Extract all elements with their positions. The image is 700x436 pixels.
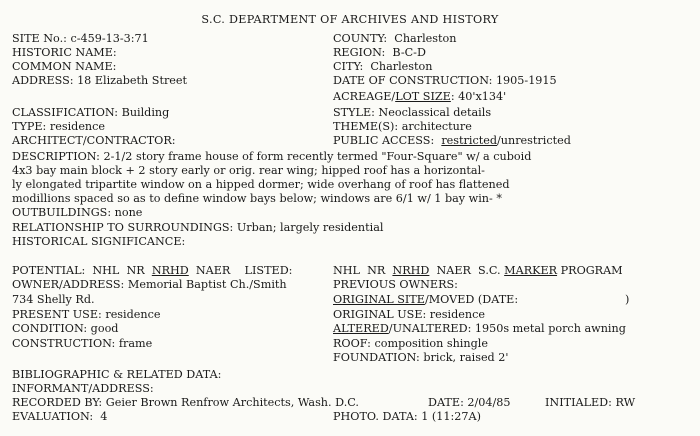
lot-size-label: LOT SIZE: [395, 90, 451, 103]
record-date: DATE: 2/04/85: [428, 396, 511, 409]
description-line-3: ly elongated tripartite window on a hipped dormer; wide overhang of roof has flattened: [12, 178, 510, 191]
description-line-4: modillions spaced so as to define window bays below; windows are 6/1 w/ 1 bay win- *: [12, 192, 502, 205]
region: REGION: B-C-D: [333, 46, 426, 59]
date-of-construction: DATE OF CONSTRUCTION: 1905-1915: [333, 74, 557, 87]
lot-size-value: : 40'x134': [450, 90, 507, 103]
altered-unaltered: [333, 322, 626, 337]
common-name: COMMON NAME:: [12, 60, 117, 73]
listed: [333, 264, 623, 279]
classification: CLASSIFICATION: Building: [12, 106, 170, 119]
public-access-prefix: PUBLIC ACCESS:: [333, 134, 442, 147]
bibliographic-data: BIBLIOGRAPHIC & RELATED DATA:: [12, 368, 222, 381]
page-title: S.C. DEPARTMENT OF ARCHIVES AND HISTORY: [201, 13, 499, 26]
owner-street: 734 Shelly Rd.: [12, 293, 95, 306]
style: STYLE: Neoclassical details: [333, 106, 492, 119]
outbuildings: OUTBUILDINGS: none: [12, 206, 143, 219]
original-site-label: ORIGINAL SITE: [333, 293, 425, 306]
architect-contractor: ARCHITECT/CONTRACTOR:: [12, 134, 176, 147]
acreage-prefix: ACREAGE/: [333, 90, 396, 103]
listed-nrhd: NRHD: [392, 264, 430, 277]
historic-name: HISTORIC NAME:: [12, 46, 117, 59]
moved-label: /MOVED (DATE:: [424, 293, 519, 306]
initialed: INITIALED: RW: [545, 396, 636, 409]
unaltered-label: /UNALTERED: 1950s metal porch awning: [388, 322, 626, 335]
potential-prefix: POTENTIAL: NHL NR: [12, 264, 152, 277]
historical-significance: HISTORICAL SIGNIFICANCE:: [12, 235, 186, 248]
public-access-suffix: /unrestricted: [497, 134, 571, 147]
original-site-moved: [333, 293, 630, 308]
original-use: ORIGINAL USE: residence: [333, 308, 485, 321]
listed-marker: MARKER: [504, 264, 558, 277]
altered-label: ALTERED: [333, 322, 389, 335]
present-use: PRESENT USE: residence: [12, 308, 161, 321]
potential-suffix: NAER LISTED:: [188, 264, 293, 277]
themes: THEME(S): architecture: [333, 120, 472, 133]
description-line-1: DESCRIPTION: 2-1/2 story frame house of form recently termed "Four-Square" w/ a cuboid: [12, 150, 532, 163]
listed-middle: NAER S.C.: [429, 264, 505, 277]
condition: CONDITION: good: [12, 322, 119, 335]
owner-address: OWNER/ADDRESS: Memorial Baptist Ch./Smith: [12, 278, 287, 291]
public-access: [333, 134, 571, 149]
acreage-lot-size: [333, 90, 506, 105]
site-number: SITE No.: c-459-13-3:71: [12, 32, 149, 45]
informant-address: INFORMANT/ADDRESS:: [12, 382, 154, 395]
city: CITY: Charleston: [333, 60, 433, 73]
county: COUNTY: Charleston: [333, 32, 457, 45]
listed-suffix: PROGRAM: [557, 264, 623, 277]
potential: [12, 264, 292, 279]
moved-date-close: ): [625, 293, 630, 306]
public-access-restricted: restricted: [441, 134, 498, 147]
foundation: FOUNDATION: brick, raised 2': [333, 351, 509, 364]
relationship-to-surroundings: RELATIONSHIP TO SURROUNDINGS: Urban; largely residential: [12, 221, 384, 234]
photo-data: PHOTO. DATA: 1 (11:27A): [333, 410, 481, 423]
evaluation: EVALUATION: 4: [12, 410, 108, 423]
roof: ROOF: composition shingle: [333, 337, 488, 350]
listed-prefix: NHL NR: [333, 264, 393, 277]
type: TYPE: residence: [12, 120, 106, 133]
construction: CONSTRUCTION: frame: [12, 337, 153, 350]
address: ADDRESS: 18 Elizabeth Street: [12, 74, 188, 87]
potential-nrhd: NRHD: [151, 264, 189, 277]
recorded-by: RECORDED BY: Geier Brown Renfrow Architects, Wash. D.C.: [12, 396, 359, 409]
previous-owners: PREVIOUS OWNERS:: [333, 278, 458, 291]
description-line-2: 4x3 bay main block + 2 story early or orig. rear wing; hipped roof has a horizontal-: [12, 164, 485, 177]
